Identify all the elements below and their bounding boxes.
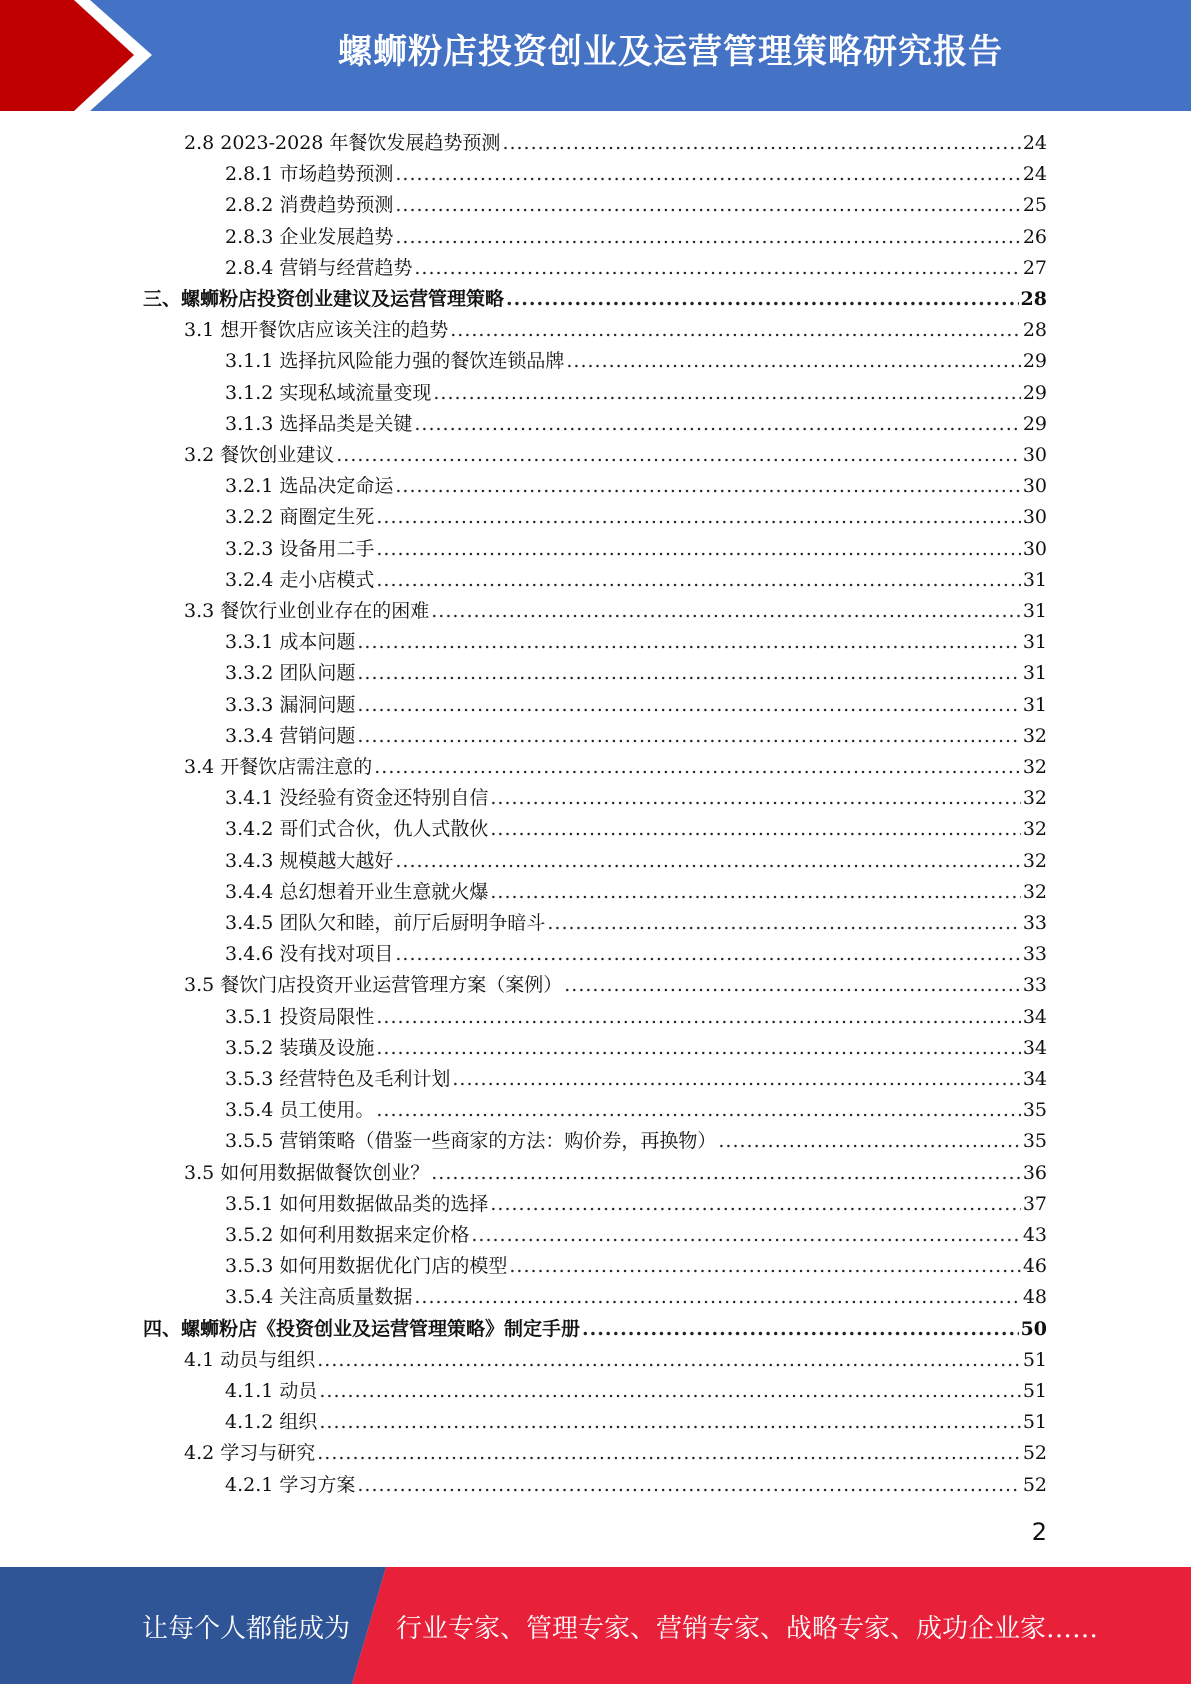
toc-dot-leader [452,1064,1020,1095]
toc-entry[interactable] [225,471,1047,502]
toc-entry-page: 31 [1022,662,1047,685]
toc-entry-page: 31 [1022,693,1047,716]
toc-entry[interactable] [225,1002,1047,1033]
toc-entry-label: 2.8.4 营销与经营趋势 [225,256,413,279]
toc-entry-label: 3.2.1 选品决定命运 [225,475,394,498]
toc-entry-label: 三、螺蛳粉店投资创业建议及运营管理策略 [143,288,505,310]
toc-entry-label: 3.2.4 走小店模式 [225,568,375,591]
toc-entry-page: 52 [1022,1442,1047,1465]
toc-entry-page: 24 [1022,132,1047,154]
toc-entry-label: 3.4.4 总幻想着开业生意就火爆 [225,880,489,903]
toc-entry-label: 3.4.3 规模越大越好 [225,849,394,872]
toc-dot-leader [395,846,1020,877]
toc-entry[interactable] [225,1220,1047,1251]
toc-entry[interactable] [225,908,1047,939]
toc-dot-leader [490,877,1020,908]
toc-entry-label: 3.1 想开餐饮店应该关注的趋势 [184,319,449,342]
toc-entry-page: 35 [1022,1130,1047,1153]
toc-entry-label: 3.4.2 哥们式合伙，仇人式散伙 [225,818,489,841]
toc-entry[interactable] [184,1345,1047,1376]
toc-entry-page: 51 [1022,1348,1047,1371]
toc-entry-label: 3.5.3 经营特色及毛利计划 [225,1068,451,1090]
toc-entry-label: 3.1.1 选择抗风险能力强的餐饮连锁品牌 [225,350,565,373]
toc-dot-leader [414,1282,1020,1313]
toc-entry-label: 3.3 餐饮行业创业存在的困难 [184,600,430,622]
toc-entry-page: 32 [1022,849,1047,872]
toc-entry[interactable] [225,1282,1047,1313]
toc-entry[interactable] [225,1376,1047,1407]
toc-entry[interactable] [143,1314,1047,1345]
toc-entry-page: 35 [1022,1099,1047,1122]
toc-dot-leader [317,1345,1021,1376]
toc-entry-page: 30 [1022,537,1047,560]
toc-dot-leader [357,1470,1020,1501]
page-number: 2 [1031,1518,1047,1546]
toc-entry[interactable] [225,1126,1047,1157]
toc-entry[interactable] [184,128,1047,159]
toc-entry-label: 2.8.3 企业发展趋势 [225,225,394,248]
toc-dot-leader [566,346,1020,377]
toc-entry-label: 4.2.1 学习方案 [225,1473,356,1496]
toc-entry-label: 3.4 开餐饮店需注意的 [184,756,373,778]
toc-entry-label: 3.4.6 没有找对项目 [225,943,394,966]
toc-entry-page: 29 [1022,381,1047,404]
toc-entry-page: 32 [1022,880,1047,903]
toc-entry[interactable] [225,627,1047,658]
toc-dot-leader [357,721,1020,752]
toc-dot-leader [376,1002,1020,1033]
toc-entry-label: 4.1 动员与组织 [184,1348,316,1371]
toc-entry-page: 34 [1022,1068,1047,1090]
toc-dot-leader [490,814,1020,845]
toc-entry[interactable] [225,378,1047,409]
toc-entry[interactable] [225,1407,1047,1438]
toc-entry-label: 3.5.1 如何用数据做品类的选择 [225,1192,489,1215]
toc-entry-page: 32 [1022,756,1047,778]
toc-entry[interactable] [184,970,1047,1001]
toc-entry[interactable] [225,565,1047,596]
toc-dot-leader [376,534,1020,565]
toc-dot-leader [357,690,1020,721]
toc-entry-page: 48 [1022,1286,1047,1309]
toc-entry-label: 2.8 2023-2028 年餐饮发展趋势预测 [184,132,501,154]
toc-entry-page: 30 [1022,506,1047,529]
toc-dot-leader [433,378,1020,409]
toc-dot-leader [490,1189,1020,1220]
toc-dot-leader [471,1220,1020,1251]
toc-entry-label: 3.3.2 团队问题 [225,662,356,685]
toc-dot-leader [317,1438,1021,1469]
toc-entry[interactable] [225,1064,1047,1095]
toc-entry[interactable] [225,783,1047,814]
toc-dot-leader [414,409,1020,440]
toc-dot-leader [718,1126,1020,1157]
toc-entry-label: 3.3.1 成本问题 [225,631,356,654]
toc-entry[interactable] [225,502,1047,533]
toc-entry[interactable] [225,1095,1047,1126]
toc-entry-page: 37 [1022,1192,1047,1215]
toc-entry-page: 26 [1022,225,1047,248]
toc-dot-leader [376,1095,1020,1126]
toc-entry[interactable] [225,222,1047,253]
toc-entry-page: 51 [1022,1380,1047,1402]
toc-entry[interactable] [184,440,1047,471]
toc-entry-label: 3.5 餐饮门店投资开业运营管理方案（案例） [184,974,563,997]
toc-entry-label: 2.8.2 消费趋势预测 [225,194,394,217]
toc-entry-page: 32 [1022,787,1047,810]
toc-dot-leader [395,190,1020,221]
toc-entry-label: 3.1.2 实现私域流量变现 [225,381,432,404]
toc-entry-label: 4.2 学习与研究 [184,1442,316,1465]
toc-entry-page: 33 [1022,912,1047,934]
toc-dot-leader [395,471,1020,502]
toc-dot-leader [431,596,1021,627]
toc-entry-label: 4.1.2 组织 [225,1411,318,1434]
toc-dot-leader [357,658,1020,689]
toc-entry-page: 27 [1022,256,1047,279]
toc-entry-page: 28 [1020,288,1047,310]
toc-dot-leader [376,1033,1020,1064]
toc-entry-page: 52 [1022,1473,1047,1496]
toc-dot-leader [502,128,1020,159]
toc-entry-label: 3.5.4 关注高质量数据 [225,1286,413,1309]
toc-entry-label: 3.4.5 团队欠和睦，前厅后厨明争暗斗 [225,912,546,934]
toc-entry-page: 34 [1022,1036,1047,1059]
toc-entry-page: 31 [1022,568,1047,591]
toc-entry-page: 25 [1022,194,1047,217]
footer-slogan-right: 行业专家、管理专家、营销专家、战略专家、成功企业家…… [396,1614,1099,1644]
toc-dot-leader [450,315,1021,346]
toc-dot-leader [395,159,1020,190]
toc-entry-page: 33 [1022,974,1047,997]
toc-entry[interactable] [184,1438,1047,1469]
toc-entry[interactable] [225,1033,1047,1064]
toc-entry-label: 3.5.4 员工使用。 [225,1099,375,1122]
toc-dot-leader [376,565,1020,596]
toc-dot-leader [490,783,1020,814]
toc-entry-label: 四、螺蛳粉店《投资创业及运营管理策略》制定手册 [143,1317,581,1340]
toc-entry[interactable] [184,315,1047,346]
toc-entry-label: 3.5.3 如何用数据优化门店的模型 [225,1255,508,1278]
footer-slogan-left: 让每个人都能成为 [142,1614,351,1644]
toc-entry[interactable] [184,1158,1047,1189]
toc-entry[interactable] [225,877,1047,908]
toc-entry[interactable] [225,690,1047,721]
toc-entry-page: 28 [1022,319,1047,342]
toc-entry-page: 36 [1022,1161,1047,1184]
toc-entry[interactable] [225,721,1047,752]
toc-entry[interactable] [225,1470,1047,1501]
report-title: 螺蛳粉店投资创业及运营管理策略研究报告 [338,32,1003,72]
toc-entry-label: 3.1.3 选择品类是关键 [225,412,413,435]
toc-entry[interactable] [225,253,1047,284]
toc-dot-leader [547,908,1020,939]
toc-dot-leader [506,284,1019,315]
toc-entry-label: 3.5.1 投资局限性 [225,1005,375,1028]
toc-entry-label: 3.2.2 商圈定生死 [225,506,375,529]
toc-entry[interactable] [225,346,1047,377]
page-header [0,0,1191,111]
toc-dot-leader [431,1158,1021,1189]
toc-entry[interactable] [225,1189,1047,1220]
toc-entry-page: 30 [1022,444,1047,466]
page-footer [0,1567,1191,1684]
toc-entry[interactable] [225,190,1047,221]
toc-dot-leader [414,253,1020,284]
toc-entry-label: 3.2.3 设备用二手 [225,537,375,560]
toc-entry-page: 43 [1022,1224,1047,1246]
toc-entry[interactable] [184,752,1047,783]
toc-dot-leader [582,1314,1019,1345]
toc-entry-page: 31 [1022,631,1047,654]
toc-dot-leader [336,440,1021,471]
toc-entry-label: 3.2 餐饮创业建议 [184,444,335,466]
toc-entry-page: 32 [1022,724,1047,747]
toc-dot-leader [509,1251,1020,1282]
toc-entry[interactable] [143,284,1047,315]
toc-entry-label: 3.5.2 装璜及设施 [225,1036,375,1059]
toc-entry-page: 31 [1022,600,1047,622]
toc-dot-leader [319,1407,1020,1438]
toc-dot-leader [395,222,1020,253]
toc-entry-page: 24 [1022,163,1047,186]
toc-entry[interactable] [225,814,1047,845]
toc-entry-label: 2.8.1 市场趋势预测 [225,163,394,186]
toc-entry-page: 51 [1022,1411,1047,1434]
toc-entry-label: 3.3.4 营销问题 [225,724,356,747]
toc-dot-leader [564,970,1021,1001]
toc-dot-leader [395,939,1020,970]
toc-entry[interactable] [225,534,1047,565]
toc-entry[interactable] [225,658,1047,689]
toc-entry-page: 29 [1022,412,1047,435]
toc-entry-page: 33 [1022,943,1047,966]
toc-entry-label: 4.1.1 动员 [225,1380,318,1402]
toc-entry-page: 29 [1022,350,1047,373]
toc-entry-page: 32 [1022,818,1047,841]
toc-entry[interactable] [225,1251,1047,1282]
toc-entry-page: 34 [1022,1005,1047,1028]
toc-entry-label: 3.3.3 漏洞问题 [225,693,356,716]
toc-entry[interactable] [225,159,1047,190]
toc-dot-leader [376,502,1020,533]
toc-entry-label: 3.5.5 营销策略（借鉴一些商家的方法：购价券，再换物） [225,1130,717,1153]
toc-entry[interactable] [184,596,1047,627]
toc-entry[interactable] [225,846,1047,877]
toc-dot-leader [319,1376,1020,1407]
toc-entry-label: 3.4.1 没经验有资金还特别自信 [225,787,489,810]
toc-dot-leader [374,752,1021,783]
toc-entry-page: 30 [1022,475,1047,498]
toc-entry-label: 3.5 如何用数据做餐饮创业？ [184,1161,430,1184]
toc-dot-leader [357,627,1020,658]
toc-entry-page: 46 [1022,1255,1047,1278]
toc-entry-page: 50 [1020,1317,1047,1340]
toc-entry-label: 3.5.2 如何利用数据来定价格 [225,1224,470,1246]
toc-entry[interactable] [225,409,1047,440]
toc-entry[interactable] [225,939,1047,970]
